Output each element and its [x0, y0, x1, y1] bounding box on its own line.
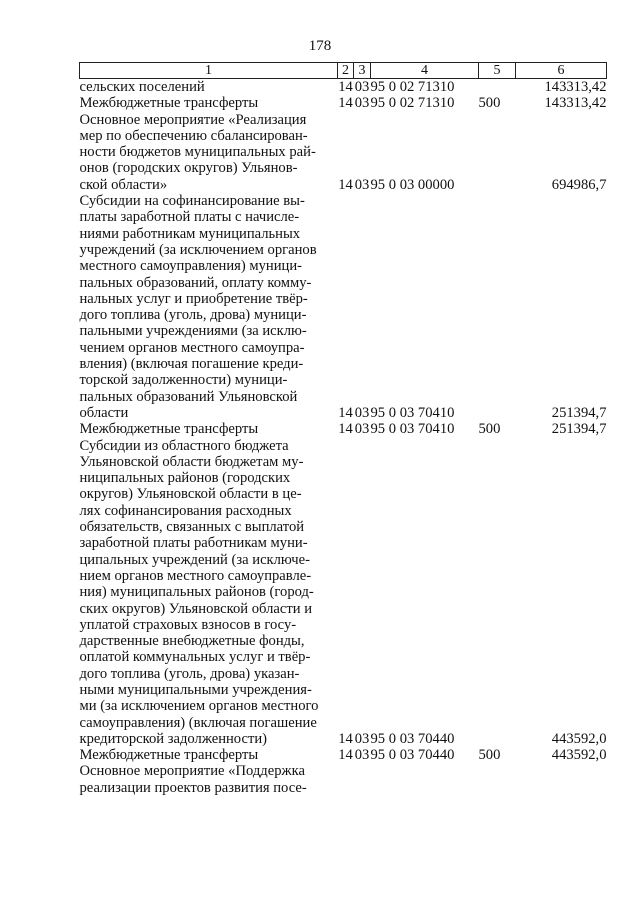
- amount: 143313,42: [544, 79, 607, 95]
- row-description: [80, 438, 338, 748]
- table-row: [80, 79, 607, 96]
- subsection-code: 03: [354, 421, 370, 438]
- description-line: ской области»: [79, 176, 168, 193]
- description-line: ными муниципальными учреждения-: [79, 681, 312, 698]
- description-line: дого топлива (уголь, дрова) муници-: [79, 307, 307, 324]
- column-header: 2: [338, 63, 354, 79]
- description-line: сельских поселений: [79, 79, 205, 95]
- subsection-code: 03: [354, 95, 370, 112]
- expense-type-code: [479, 438, 516, 748]
- description-line: местного самоуправления) муници-: [79, 258, 303, 275]
- budget-table: [79, 62, 607, 796]
- description-line: кредиторской задолженности): [79, 730, 267, 747]
- section-code: 14: [338, 176, 353, 193]
- description-line: нальных услуг и приобретение твёр-: [79, 290, 308, 307]
- description-line: области: [79, 404, 129, 421]
- subsection-code: 03: [354, 176, 370, 193]
- column-header: 6: [516, 63, 607, 79]
- subsection-code: [354, 763, 371, 796]
- description-line: учреждений (за исключением органов: [79, 241, 317, 258]
- row-description: [80, 421, 338, 437]
- section-code: [338, 763, 354, 796]
- subsection-code: 03: [354, 730, 370, 747]
- description-line: платы заработной платы с начисле-: [79, 209, 300, 226]
- section-code: 14: [338, 404, 353, 421]
- row-description: [80, 763, 338, 796]
- row-description: [80, 79, 338, 96]
- subsection-code: 03: [354, 404, 370, 421]
- description-line: лях софинансирования расходных: [79, 502, 292, 519]
- section-code: 14: [338, 747, 353, 764]
- description-line: заработной платы работникам муни-: [79, 535, 308, 552]
- expense-type-code: 500: [478, 747, 501, 764]
- target-article-code: 95 0 02 71310: [370, 95, 455, 112]
- subsection-code: 03: [354, 79, 370, 95]
- subsection-code: 03: [354, 747, 370, 764]
- target-article-code: 95 0 02 71310: [370, 79, 455, 95]
- description-line: чением органов местного самоупра-: [79, 339, 305, 356]
- description-line: оплатой коммунальных услуг и твёр-: [79, 649, 311, 666]
- section-code: 14: [338, 95, 353, 112]
- description-line: Межбюджетные трансферты: [79, 747, 259, 764]
- table-row: [80, 438, 607, 748]
- table-row: [80, 421, 607, 437]
- description-line: нием органов местного самоуправле-: [79, 567, 312, 584]
- description-line: самоуправления) (включая погашение: [79, 714, 317, 731]
- description-line: округов) Ульяновской области в це-: [79, 486, 302, 503]
- description-line: Межбюджетные трансферты: [79, 421, 259, 438]
- description-line: дого топлива (уголь, дрова) указан-: [79, 665, 300, 682]
- amount: [516, 763, 607, 796]
- description-line: пальными учреждениями (за исклю-: [79, 323, 307, 340]
- description-line: онов (городских округов) Ульянов-: [79, 160, 298, 177]
- table-row: [80, 747, 607, 763]
- row-description: [80, 95, 338, 111]
- amount: 443592,0: [551, 747, 607, 764]
- table-row: [80, 95, 607, 111]
- amount: 251394,7: [551, 404, 607, 421]
- description-line: пальных образований Ульяновской: [79, 388, 298, 405]
- table-row: [80, 193, 607, 421]
- expense-type-code: [479, 79, 516, 96]
- description-line: ских округов) Ульяновской области и: [79, 600, 313, 617]
- amount: 443592,0: [551, 730, 607, 747]
- table-row: [80, 112, 607, 193]
- target-article-code: 95 0 03 00000: [370, 176, 455, 193]
- description-line: уплатой страховых взносов в госу-: [79, 616, 297, 633]
- amount: 143313,42: [544, 95, 607, 112]
- description-line: Основное мероприятие «Поддержка: [79, 763, 305, 780]
- description-line: ниципальных районов (городских: [79, 470, 291, 487]
- description-line: ния) муниципальных районов (город-: [79, 584, 314, 601]
- description-line: реализации проектов развития посе-: [79, 779, 307, 796]
- page-number: 178: [308, 38, 332, 54]
- expense-type-code: [479, 763, 516, 796]
- expense-type-code: [479, 112, 516, 193]
- expense-type-code: [479, 193, 516, 421]
- target-article-code: 95 0 03 70410: [370, 421, 455, 438]
- table-header-row: [80, 63, 607, 79]
- description-line: дарственные внебюджетные фонды,: [79, 633, 305, 650]
- target-article-code: [371, 763, 479, 796]
- expense-type-code: 500: [478, 421, 501, 438]
- column-header: 3: [354, 63, 371, 79]
- target-article-code: 95 0 03 70410: [370, 404, 455, 421]
- column-header: 1: [80, 63, 338, 79]
- amount: 251394,7: [551, 421, 607, 438]
- description-line: Субсидии из областного бюджета: [79, 437, 289, 454]
- description-line: пальных образований, оплату комму-: [79, 274, 312, 291]
- description-line: ности бюджетов муниципальных рай-: [79, 144, 316, 161]
- section-code: 14: [338, 730, 353, 747]
- row-description: [80, 193, 338, 421]
- row-description: [80, 112, 338, 193]
- description-line: обязательств, связанных с выплатой: [79, 519, 305, 536]
- description-line: вления) (включая погашение креди-: [79, 356, 304, 373]
- description-line: Субсидии на софинансирование вы-: [79, 193, 305, 210]
- description-line: ципальных учреждений (за исключе-: [79, 551, 310, 568]
- description-line: торской задолженности) муници-: [79, 372, 288, 389]
- column-header: 5: [479, 63, 516, 79]
- column-header: 4: [371, 63, 479, 79]
- amount: 694986,7: [551, 176, 607, 193]
- description-line: Основное мероприятие «Реализация: [79, 111, 307, 128]
- description-line: ми (за исключением органов местного: [79, 698, 319, 715]
- description-line: мер по обеспечению сбалансирован-: [79, 127, 308, 144]
- table-row: [80, 763, 607, 796]
- description-line: Ульяновской области бюджетам му-: [79, 453, 304, 470]
- expense-type-code: 500: [478, 95, 501, 112]
- target-article-code: 95 0 03 70440: [370, 747, 455, 764]
- target-article-code: 95 0 03 70440: [370, 730, 455, 747]
- description-line: ниями работникам муниципальных: [79, 225, 301, 242]
- section-code: 14: [338, 79, 353, 95]
- section-code: 14: [338, 421, 353, 438]
- row-description: [80, 747, 338, 763]
- description-line: Межбюджетные трансферты: [79, 95, 259, 112]
